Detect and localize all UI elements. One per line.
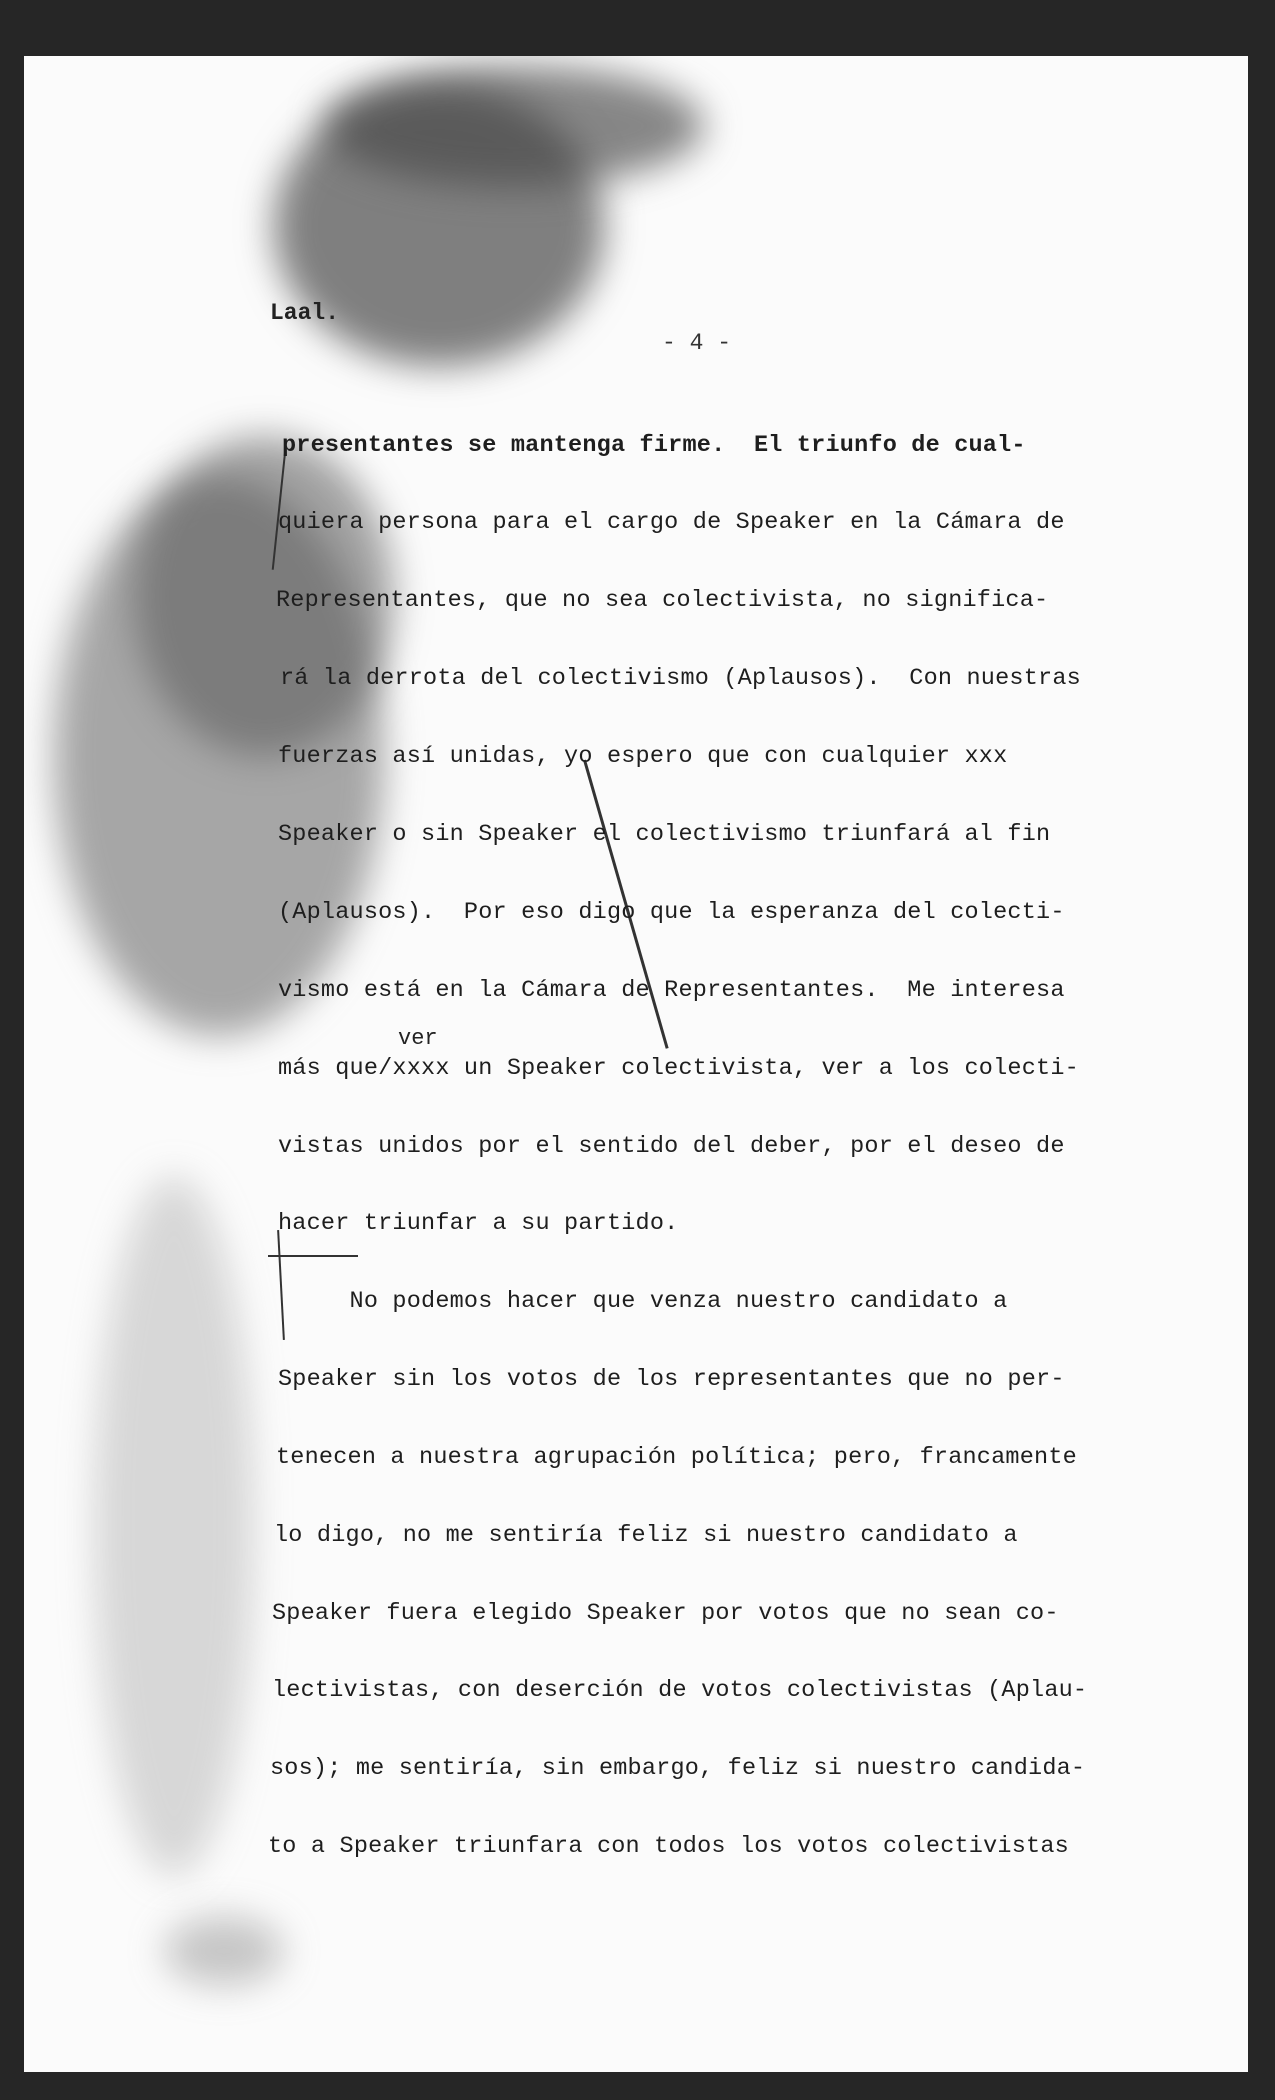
text-line: sos); me sentiría, sin embargo, feliz si nuestro candida- bbox=[270, 1755, 1086, 1782]
text-line: No podemos hacer que venza nuestro candidato a bbox=[278, 1288, 1008, 1315]
text-line: Representantes, que no sea colectivista, no significa- bbox=[276, 587, 1049, 614]
paper-tear bbox=[268, 1255, 358, 1257]
text-line: presentantes se mantenga firme. El triunfo de cual- bbox=[282, 432, 1026, 459]
text-line: vismo está en la Cámara de Representantes. Me interesa bbox=[278, 977, 1065, 1004]
text-line: lo digo, no me sentiría feliz si nuestro candidato a bbox=[274, 1522, 1018, 1549]
text-line: Speaker o sin Speaker el colectivismo triunfará al fin bbox=[278, 821, 1051, 848]
water-stain bbox=[94, 1176, 254, 1876]
page-number: - 4 - bbox=[662, 330, 732, 356]
corner-note: Laal. bbox=[270, 300, 340, 326]
text-line: tenecen a nuestra agrupación política; pero, francamente bbox=[276, 1444, 1077, 1471]
text-line: to a Speaker triunfara con todos los votos colectivistas bbox=[268, 1833, 1069, 1860]
text-line: vistas unidos por el sentido del deber, por el deseo de bbox=[278, 1133, 1065, 1160]
water-stain bbox=[324, 66, 704, 186]
text-line: Speaker fuera elegido Speaker por votos que no sean co- bbox=[272, 1600, 1059, 1627]
text-line: lectivistas, con deserción de votos colectivistas (Aplau- bbox=[272, 1677, 1088, 1704]
text-line: Speaker sin los votos de los representantes que no per- bbox=[278, 1366, 1065, 1393]
text-line: rá la derrota del colectivismo (Aplausos). Con nuestras bbox=[280, 665, 1081, 692]
water-stain bbox=[164, 1916, 284, 1986]
text-line: fuerzas así unidas, yo espero que con cualquier xxx bbox=[278, 743, 1008, 770]
text-line: (Aplausos). Por eso digo que la esperanza del colecti- bbox=[278, 899, 1065, 926]
handwritten-insertion: ver bbox=[398, 1026, 438, 1051]
text-line: quiera persona para el cargo de Speaker en la Cámara de bbox=[278, 509, 1065, 536]
text-line: más que/xxxx un Speaker colectivista, ver a los colecti- bbox=[278, 1055, 1079, 1082]
text-line: hacer triunfar a su partido. bbox=[278, 1210, 679, 1237]
